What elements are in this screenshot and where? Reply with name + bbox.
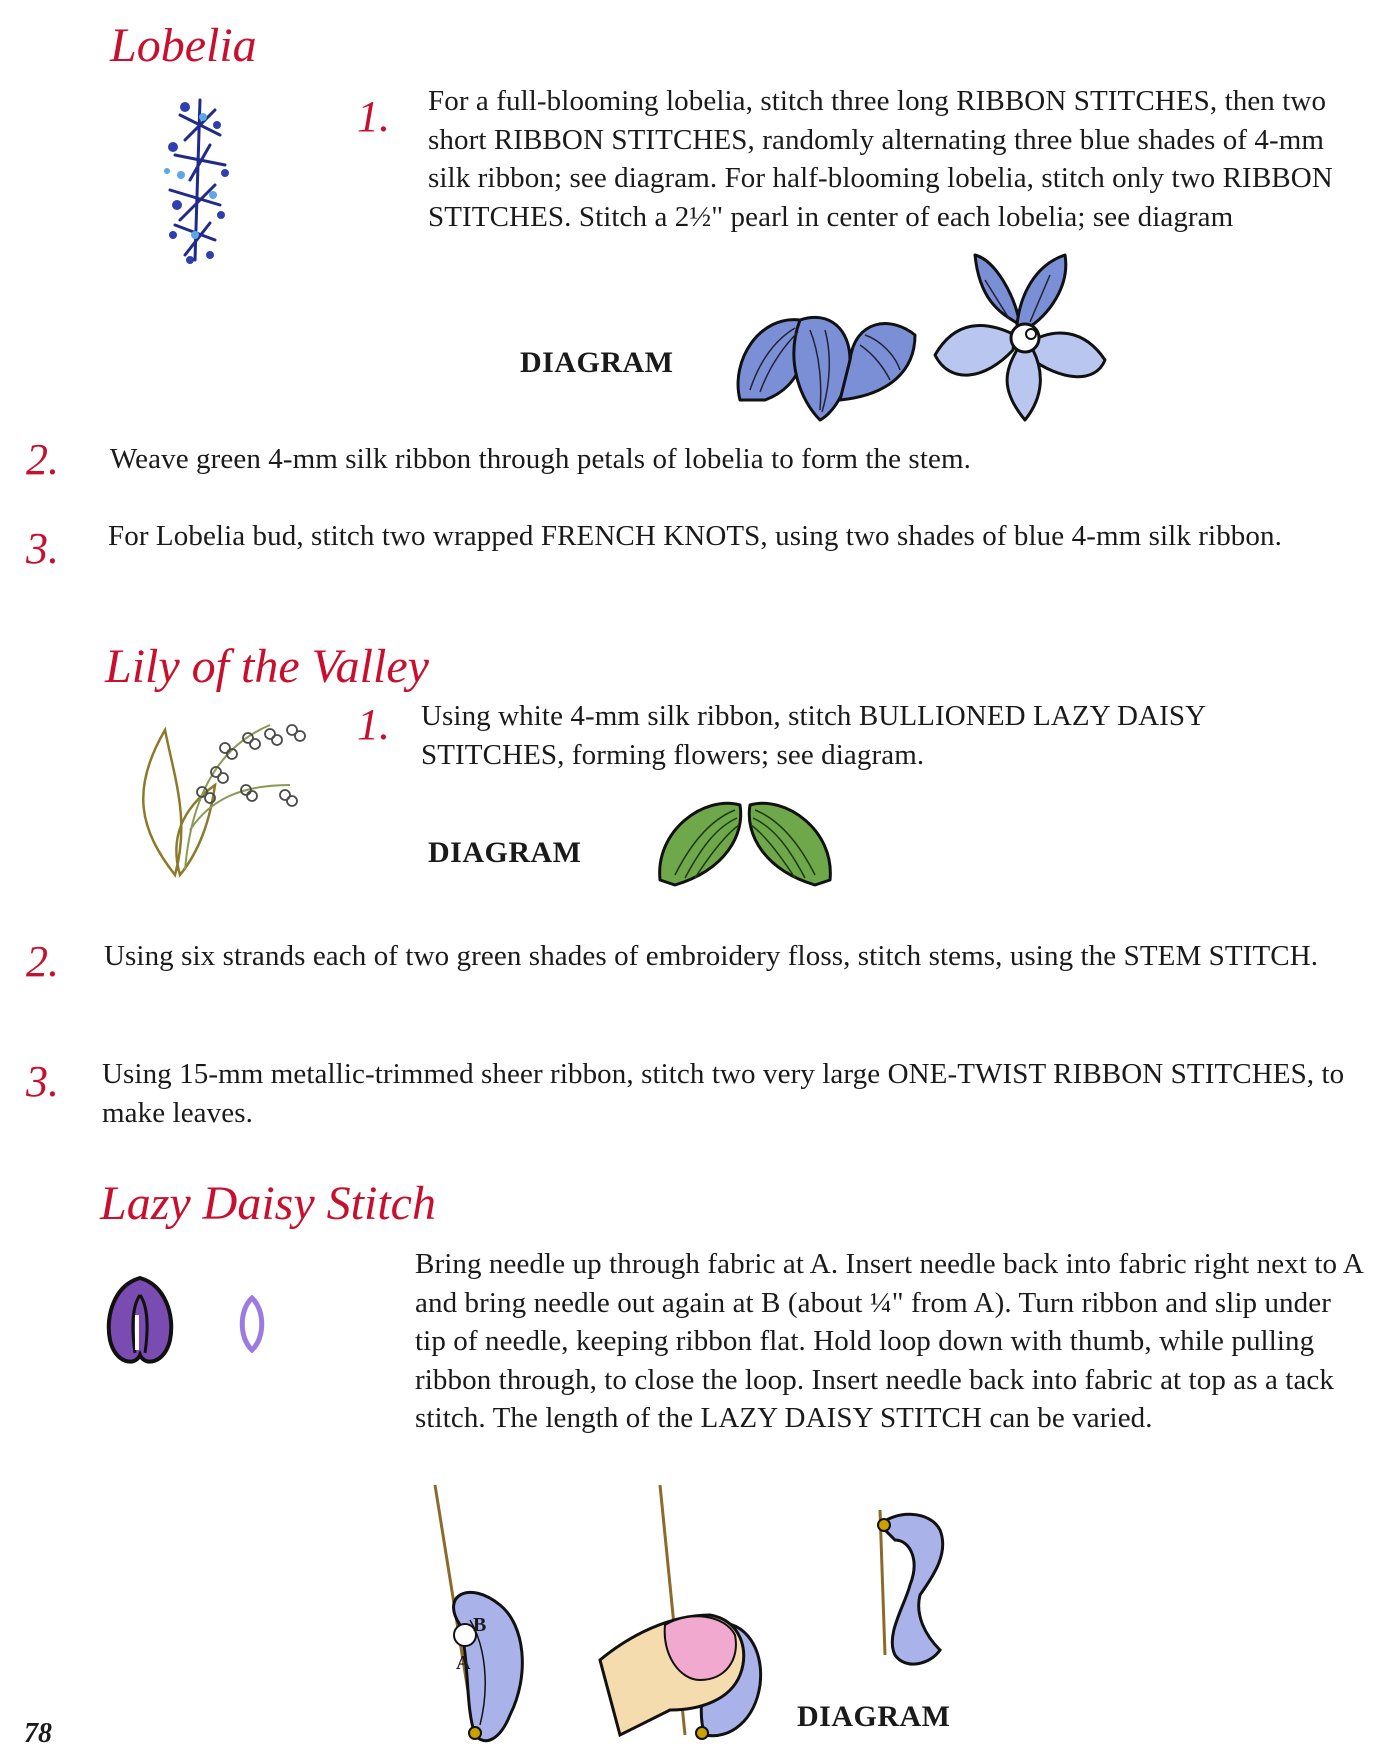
lazy-daisy-ribbon-example — [105, 1275, 175, 1370]
lily-step-2-text: Using six strands each of two green shades of embroidery floss, stitch stems, using the STEM STITCH. — [104, 940, 1319, 972]
lobelia-step-1-number: 1. — [357, 92, 390, 141]
lobelia-step-3-text: For Lobelia bud, stitch two wrapped FRENCH KNOTS, using two shades of blue 4-mm silk ribbon. — [108, 520, 1282, 552]
lazy-daisy-step-2-diagram — [590, 1485, 780, 1755]
point-b-label: B — [473, 1614, 487, 1636]
lobelia-step-1-text: For a full-blooming lobelia, stitch three long RIBBON STITCHES, then two short RIBBON STITCHES, randomly alternating three blue shades of 4-mm silk ribbon; see diagram. For half-blooming lobelia, stitch only two RIBBON STITCHES. Stitch a 2½" pearl in center of each lobelia; see diagram — [428, 85, 1333, 233]
lily-step-1-number: 1. — [357, 700, 390, 749]
lily-diagram-label: DIAGRAM — [428, 836, 582, 869]
lobelia-heading: Lobelia — [110, 19, 257, 72]
lobelia-diagram-label: DIAGRAM — [520, 346, 674, 379]
lily-step-3-number: 3. — [26, 1057, 59, 1106]
lobelia-illustration — [155, 95, 245, 265]
lily-step-1-text: Using white 4-mm silk ribbon, stitch BULLIONED LAZY DAISY STITCHES, forming flowers; see diagram. — [421, 700, 1206, 771]
lazy-daisy-text: Bring needle up through fabric at A. Insert needle back into fabric right next to A and bring needle out again at B (about ¼" from A). Turn ribbon and slip under tip of needle, keeping ribbon flat. Hold loop down with thumb, while pulling ribbon through, to close the loop. Insert needle back into fabric at top as a tack stitch. The length of the LAZY DAISY STITCH can be varied. — [415, 1248, 1363, 1434]
lazy-daisy-outline-example — [237, 1295, 267, 1353]
lazy-daisy-heading: Lazy Daisy Stitch — [100, 1177, 436, 1230]
lily-illustration — [120, 710, 320, 880]
lily-step-3-text: Using 15-mm metallic-trimmed sheer ribbon, stitch two very large ONE-TWIST RIBBON STITCHES, to make leaves. — [102, 1058, 1345, 1129]
lily-heading: Lily of the Valley — [105, 640, 429, 693]
point-a-label: A — [456, 1652, 471, 1674]
lobelia-flower-diagram — [925, 250, 1110, 425]
lobelia-step-2-text: Weave green 4-mm silk ribbon through petals of lobelia to form the stem. — [110, 443, 971, 475]
lily-step-2-number: 2. — [26, 937, 59, 986]
page-number: 78 — [24, 1718, 52, 1749]
lobelia-step-2-number: 2. — [26, 435, 59, 484]
lobelia-step-3-number: 3. — [26, 524, 59, 573]
lazy-daisy-diagram-label: DIAGRAM — [797, 1700, 951, 1733]
lily-diagram — [655, 790, 835, 890]
lobelia-petals-diagram — [730, 300, 920, 425]
lazy-daisy-step-3-diagram — [850, 1505, 960, 1675]
